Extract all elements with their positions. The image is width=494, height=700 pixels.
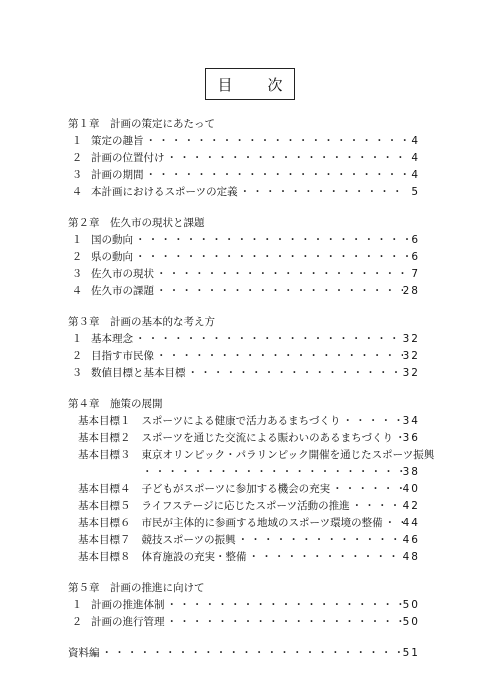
leader-dots xyxy=(350,498,403,515)
entry-page: 5 xyxy=(411,186,420,198)
entry-page: 50 xyxy=(402,616,420,628)
leader-dots xyxy=(144,133,409,150)
entry-number: ３ xyxy=(71,268,83,280)
toc-entry[interactable] xyxy=(68,184,420,201)
entry-number: ２ xyxy=(71,350,83,362)
entry-page: 44 xyxy=(402,517,420,529)
toc-title: 目 次 xyxy=(205,68,295,100)
entry-label: スポーツを通じた交流による賑わいのあるまちづくり xyxy=(141,432,393,444)
entry-number: ４ xyxy=(71,285,83,297)
chapter-4-title: 第４章 施策の展開 xyxy=(68,398,163,410)
toc-entry-continuation[interactable] xyxy=(68,464,420,481)
chapter-5 xyxy=(68,579,420,631)
entry-label: 国の動向 xyxy=(91,234,133,246)
chapter-2-title: 第２章 佐久市の現状と課題 xyxy=(68,217,205,229)
toc-entry[interactable] xyxy=(68,266,420,283)
toc-entry[interactable] xyxy=(68,430,420,447)
toc-entry[interactable] xyxy=(68,283,420,300)
leader-dots xyxy=(140,464,403,481)
entry-label: 東京オリンピック・パラリンピック開催を通じたスポーツ振興 xyxy=(141,449,435,461)
toc-entry[interactable] xyxy=(68,249,420,266)
toc-entry[interactable] xyxy=(68,348,420,365)
toc-entry[interactable] xyxy=(68,150,420,167)
entry-page: 34 xyxy=(402,415,420,427)
leader-dots xyxy=(238,184,408,201)
toc-entry[interactable] xyxy=(68,532,420,549)
entry-label: 子どもがスポーツに参加する機会の充実 xyxy=(141,483,331,495)
entry-label: 目指す市民像 xyxy=(91,350,154,362)
entry-label: ライフステージに応じたスポーツ活動の推進 xyxy=(141,500,350,512)
toc-entry-appendix[interactable] xyxy=(68,644,420,662)
leader-dots xyxy=(154,348,403,365)
entry-number: ２ xyxy=(71,251,83,263)
toc-entry[interactable] xyxy=(68,133,420,150)
entry-page: 7 xyxy=(411,268,420,280)
entry-label: スポーツによる健康で活力あるまちづくり xyxy=(141,415,341,427)
entry-page: 4 xyxy=(411,152,420,164)
entry-number: ３ xyxy=(71,367,83,379)
entry-label: 競技スポーツの振興 xyxy=(141,534,236,546)
toc-entry[interactable] xyxy=(68,498,420,515)
entry-number: １ xyxy=(71,234,83,246)
entry-page: 6 xyxy=(411,234,420,246)
entry-label: 計画の位置付け xyxy=(91,152,165,164)
entry-label: 数値目標と基本目標 xyxy=(91,367,186,379)
entry-label: 市民が主体的に参画する地域のスポーツ環境の整備 xyxy=(141,517,383,529)
leader-dots xyxy=(154,283,403,300)
leader-dots xyxy=(340,413,402,430)
entry-label: 佐久市の課題 xyxy=(91,285,154,297)
goal-number: 基本目標４ xyxy=(78,483,131,495)
entry-page: 32 xyxy=(402,367,420,379)
appendix-label: 資料編 xyxy=(68,647,100,659)
goal-number: 基本目標３ xyxy=(78,449,131,461)
leader-dots xyxy=(133,249,408,266)
entry-label: 本計画におけるスポーツの定義 xyxy=(91,186,238,198)
entry-page: 6 xyxy=(411,251,420,263)
entry-label: 体育施設の充実・整備 xyxy=(141,551,247,563)
goal-number: 基本目標５ xyxy=(78,500,131,512)
toc-entry[interactable] xyxy=(68,481,420,498)
entry-number: １ xyxy=(71,135,83,147)
chapter-3 xyxy=(68,313,420,382)
leader-dots xyxy=(165,150,409,167)
toc-entry[interactable] xyxy=(68,365,420,382)
leader-dots xyxy=(154,266,408,283)
goal-number: 基本目標６ xyxy=(78,517,131,529)
leader-dots xyxy=(330,481,403,498)
entry-page: 32 xyxy=(402,350,420,362)
entry-page: 48 xyxy=(402,551,420,563)
entry-page: 4 xyxy=(411,135,420,147)
goal-number: 基本目標２ xyxy=(78,432,131,444)
entry-page: 46 xyxy=(402,534,420,546)
entry-page: 40 xyxy=(402,483,420,495)
entry-number: １ xyxy=(71,333,83,345)
entry-page: 50 xyxy=(402,599,420,611)
leader-dots xyxy=(247,549,403,566)
leader-dots xyxy=(393,430,403,447)
chapter-3-title: 第３章 計画の基本的な考え方 xyxy=(68,316,215,328)
entry-number: １ xyxy=(71,599,83,611)
leader-dots xyxy=(165,614,403,631)
entry-number: ２ xyxy=(71,152,83,164)
entry-page: 28 xyxy=(402,285,420,297)
toc-entry[interactable] xyxy=(68,167,420,184)
leader-dots xyxy=(133,232,408,249)
entry-label: 基本理念 xyxy=(91,333,133,345)
leader-dots xyxy=(236,532,403,549)
goal-number: 基本目標８ xyxy=(78,551,131,563)
chapter-1 xyxy=(68,115,420,201)
toc-entry[interactable] xyxy=(68,331,420,348)
entry-number: ２ xyxy=(71,616,83,628)
goal-number: 基本目標１ xyxy=(78,415,131,427)
appendix-page: 51 xyxy=(402,647,420,659)
toc-entry[interactable] xyxy=(68,597,420,614)
toc-entry[interactable] xyxy=(68,447,435,464)
goal-number: 基本目標７ xyxy=(78,534,131,546)
toc-entry[interactable] xyxy=(68,232,420,249)
entry-label: 計画の期間 xyxy=(91,169,144,181)
toc-entry[interactable] xyxy=(68,515,420,532)
leader-dots xyxy=(100,644,403,662)
chapter-1-title: 第１章 計画の策定にあたって xyxy=(68,118,215,130)
chapter-5-title: 第５章 計画の推進に向けて xyxy=(68,582,205,594)
table-of-contents xyxy=(68,115,435,662)
leader-dots xyxy=(165,597,403,614)
leader-dots xyxy=(133,331,403,348)
entry-number: ４ xyxy=(71,186,83,198)
entry-number: ３ xyxy=(71,169,83,181)
leader-dots xyxy=(144,167,409,184)
entry-page: 4 xyxy=(411,169,420,181)
entry-label: 計画の推進体制 xyxy=(91,599,165,611)
toc-entry[interactable] xyxy=(68,413,420,430)
toc-entry[interactable] xyxy=(68,614,420,631)
entry-label: 佐久市の現状 xyxy=(91,268,154,280)
entry-page: 36 xyxy=(402,432,420,444)
chapter-4 xyxy=(68,395,435,566)
chapter-2 xyxy=(68,214,420,300)
leader-dots xyxy=(186,365,403,382)
leader-dots xyxy=(383,515,403,532)
entry-label: 策定の趣旨 xyxy=(91,135,144,147)
toc-entry[interactable] xyxy=(68,549,420,566)
entry-label: 県の動向 xyxy=(91,251,133,263)
entry-page: 42 xyxy=(402,500,420,512)
entry-page: 32 xyxy=(402,333,420,345)
entry-page: 38 xyxy=(402,466,420,478)
entry-label: 計画の進行管理 xyxy=(91,616,165,628)
